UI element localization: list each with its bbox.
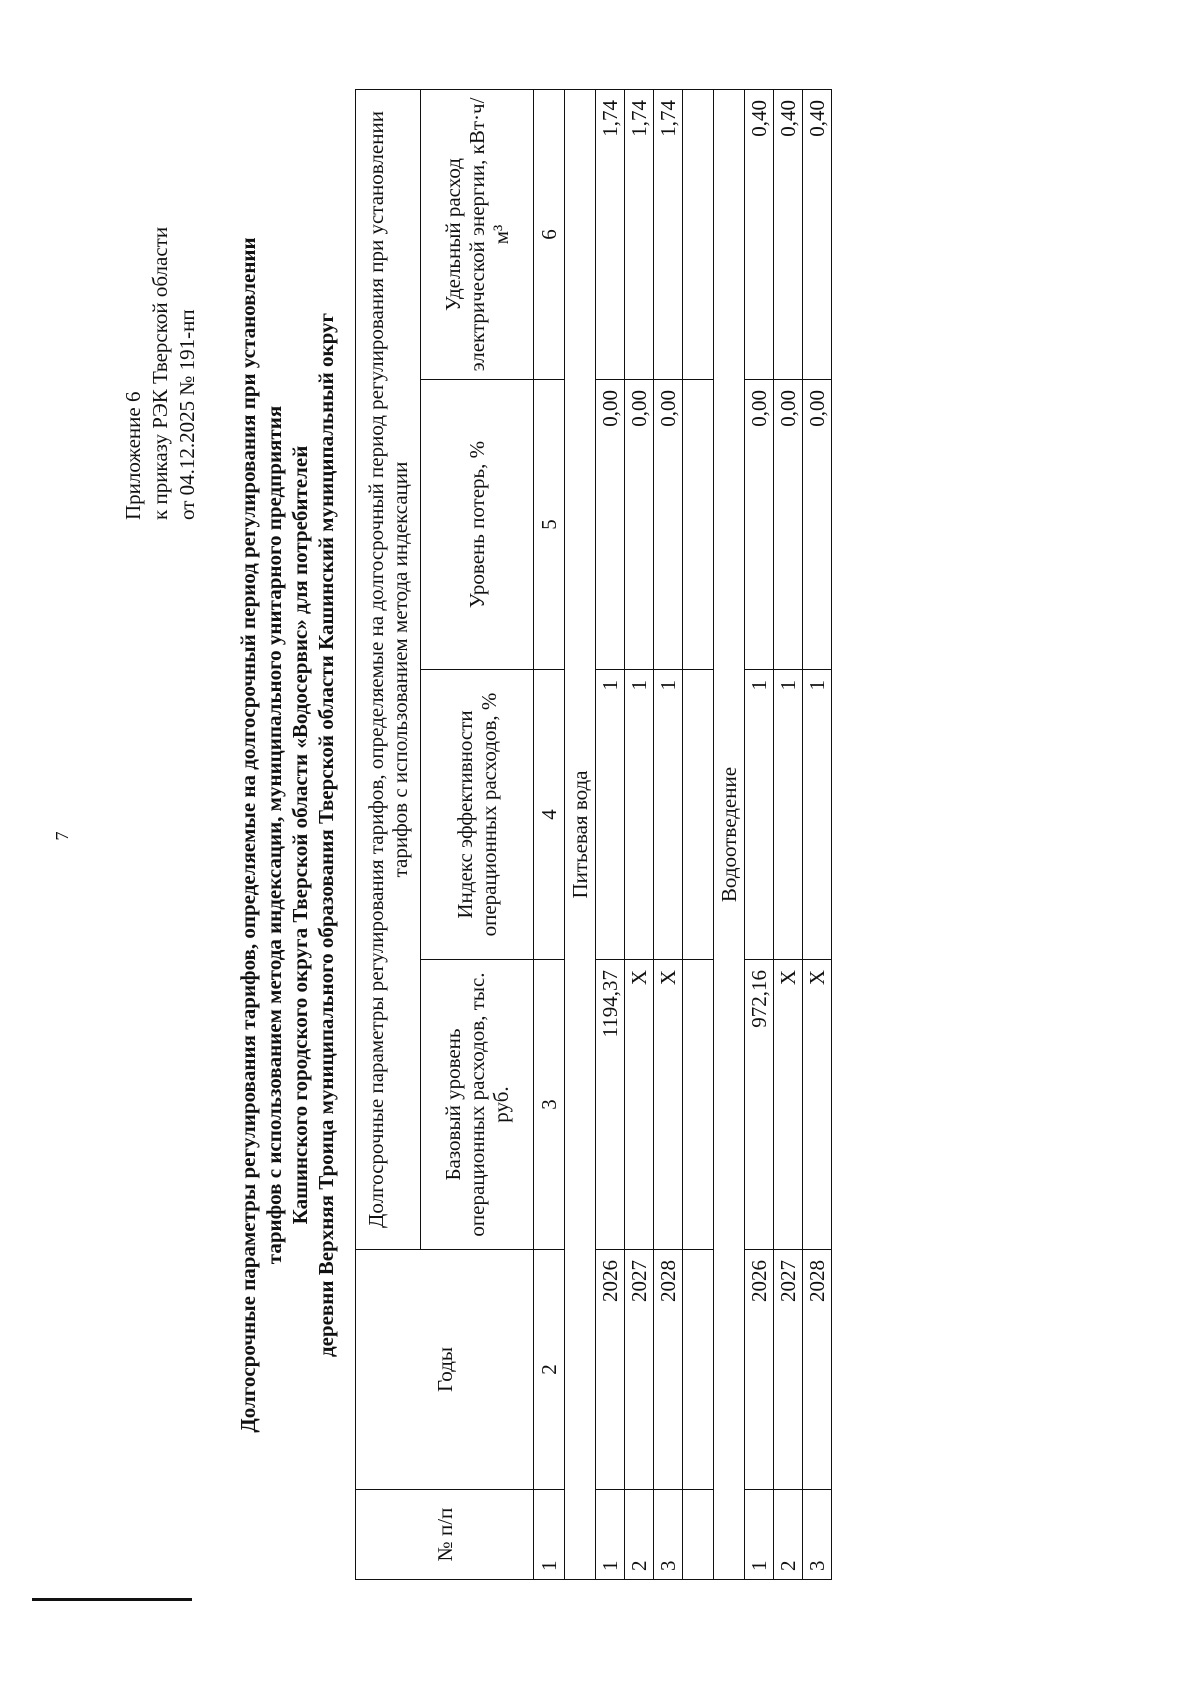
header-years: Годы	[356, 1250, 534, 1490]
cell-losses: 0,00	[774, 380, 803, 670]
column-index-cell: 3	[534, 960, 565, 1250]
cell-num: 1	[596, 1490, 625, 1580]
column-index-cell: 6	[534, 90, 565, 380]
header-group: Долгосрочные параметры регулирования тарифов, определяемые на долгосрочный период регулирования при установлении тарифов с использованием метода индексации	[356, 90, 421, 1250]
header-row-1	[356, 90, 421, 1580]
header-num: № п/п	[356, 1490, 534, 1580]
cell-losses: 0,00	[625, 380, 654, 670]
cell-losses: 0,00	[596, 380, 625, 670]
cell-energy: 1,74	[654, 90, 683, 380]
cell-energy: 1,74	[596, 90, 625, 380]
cell-num: 2	[774, 1490, 803, 1580]
blank-row	[683, 90, 714, 1580]
section-row	[714, 90, 745, 1580]
cell-year: 2028	[654, 1250, 683, 1490]
page-number: 7	[52, 831, 72, 841]
header-base-opex: Базовый уровень операционных расходов, тыс. руб.	[421, 960, 534, 1250]
cell-num: 1	[745, 1490, 774, 1580]
appendix-line-1: Приложение 6	[121, 391, 145, 520]
section-title: Питьевая вода	[565, 90, 596, 1580]
appendix-line-3: от 04.12.2025 № 191-нп	[175, 309, 199, 520]
title-line-4: деревни Верхняя Троица муниципального образования Тверской области Кашинский муниципальный округ	[314, 312, 338, 1358]
cell-index: 1	[654, 670, 683, 960]
cell-base: Х	[803, 960, 832, 1250]
cell-num: 3	[654, 1490, 683, 1580]
table-row	[625, 90, 654, 1580]
blank-cell	[683, 1490, 714, 1580]
title-line-3: Кашинского городского округа Тверской области «Водосервис» для потребителей	[288, 445, 312, 1225]
cell-base: Х	[625, 960, 654, 1250]
header-losses: Уровень потерь, %	[421, 380, 534, 670]
column-index-cell: 5	[534, 380, 565, 670]
blank-cell	[683, 670, 714, 960]
title-line-1: Долгосрочные параметры регулирования тарифов, определяемые на долгосрочный период регулирования при установлении	[236, 237, 260, 1433]
cell-index: 1	[596, 670, 625, 960]
cell-base: Х	[654, 960, 683, 1250]
appendix-line-2: к приказу РЭК Тверской области	[148, 226, 172, 520]
cell-year: 2028	[803, 1250, 832, 1490]
column-index-cell: 2	[534, 1250, 565, 1490]
blank-cell	[683, 960, 714, 1250]
blank-cell	[683, 1250, 714, 1490]
document-title	[235, 90, 339, 1580]
table-row	[803, 90, 832, 1580]
appendix-block	[120, 100, 201, 520]
cell-energy: 0,40	[745, 90, 774, 380]
cell-year: 2026	[596, 1250, 625, 1490]
section-row	[565, 90, 596, 1580]
column-index-row	[534, 90, 565, 1580]
parameters-table	[355, 89, 832, 1580]
column-index-cell: 4	[534, 670, 565, 960]
cell-losses: 0,00	[803, 380, 832, 670]
table-row	[745, 90, 774, 1580]
cell-index: 1	[625, 670, 654, 960]
cell-energy: 1,74	[625, 90, 654, 380]
rotated-sheet	[120, 90, 880, 1600]
section-title: Водоотведение	[714, 90, 745, 1580]
cell-year: 2027	[625, 1250, 654, 1490]
cell-index: 1	[803, 670, 832, 960]
table-row	[774, 90, 803, 1580]
blank-cell	[683, 380, 714, 670]
header-efficiency-index: Индекс эффективности операционных расходов, %	[421, 670, 534, 960]
cell-index: 1	[745, 670, 774, 960]
cell-num: 2	[625, 1490, 654, 1580]
cell-base: 972,16	[745, 960, 774, 1250]
blank-cell	[683, 90, 714, 380]
cell-num: 3	[803, 1490, 832, 1580]
cell-year: 2027	[774, 1250, 803, 1490]
cell-energy: 0,40	[774, 90, 803, 380]
cell-index: 1	[774, 670, 803, 960]
table-row	[596, 90, 625, 1580]
title-line-2: тарифов с использованием метода индексации, муниципального унитарного предприятия	[262, 405, 286, 1265]
cell-base: 1194,37	[596, 960, 625, 1250]
cell-losses: 0,00	[654, 380, 683, 670]
cell-base: Х	[774, 960, 803, 1250]
cell-losses: 0,00	[745, 380, 774, 670]
header-energy: Удельный расход электрической энергии, кВт·ч/м³	[421, 90, 534, 380]
column-index-cell: 1	[534, 1490, 565, 1580]
cell-energy: 0,40	[803, 90, 832, 380]
cell-year: 2026	[745, 1250, 774, 1490]
table-row	[654, 90, 683, 1580]
